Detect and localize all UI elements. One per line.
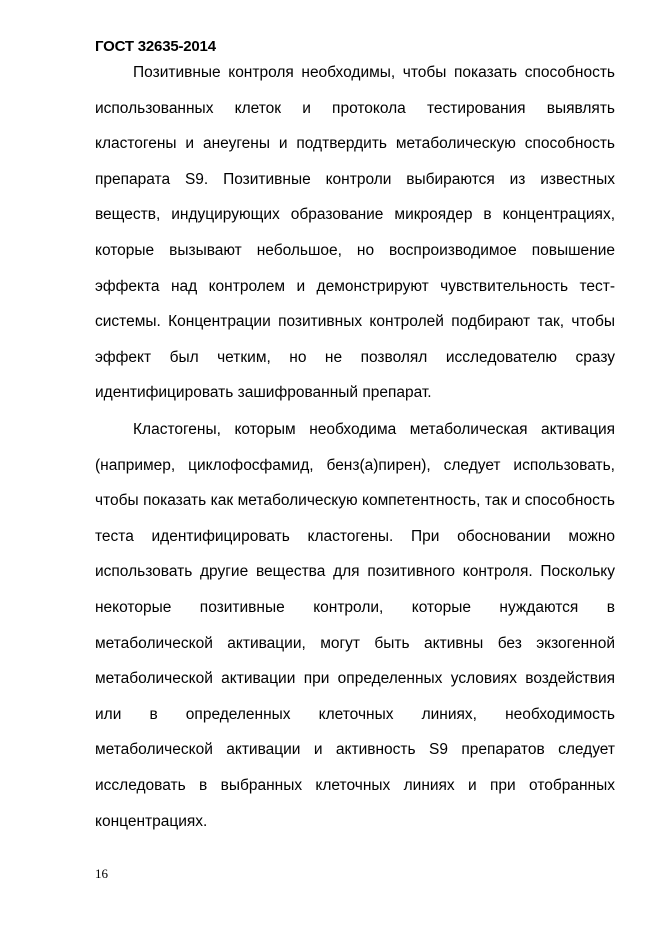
paragraph-clastogens: Кластогены, которым необходима метаболическая активация (например, циклофосфамид, бенз(а)пирен), следует использовать, чтобы показать как метаболическую компетентность, так и способность теста идентифицировать кластогены. При обосновании можно использовать другие вещества для позитивного контроля. Поскольку некоторые позитивные контроли, которые нуждаются в метаболической активации, могут быть активны без экзогенной метаболической активации при определенных условиях воздействия или в определенных клеточных линиях, необходимость метаболической активации и активность S9 препаратов следует исследовать в выбранных клеточных линиях и при отобранных концентрациях. bbox=[95, 421, 615, 830]
standard-header: ГОСТ 32635-2014 bbox=[95, 38, 216, 55]
paragraph-positive-controls: Позитивные контроля необходимы, чтобы показать способность использованных клеток и протокола тестирования выявлять кластогены и анеугены и подтвердить метаболическую способность препарата S9. Позитивные контроли выбираются из известных веществ, индуцирующих образование микроядер в концентрациях, которые вызывают небольшое, но воспроизводимое повышение эффекта над контролем и демонстрируют чувствительность тест-системы. Концентрации позитивных контролей подбирают так, чтобы эффект был четким, но не позволял исследователю сразу идентифицировать зашифрованный препарат. bbox=[95, 64, 615, 402]
page-number: 16 bbox=[95, 866, 108, 881]
